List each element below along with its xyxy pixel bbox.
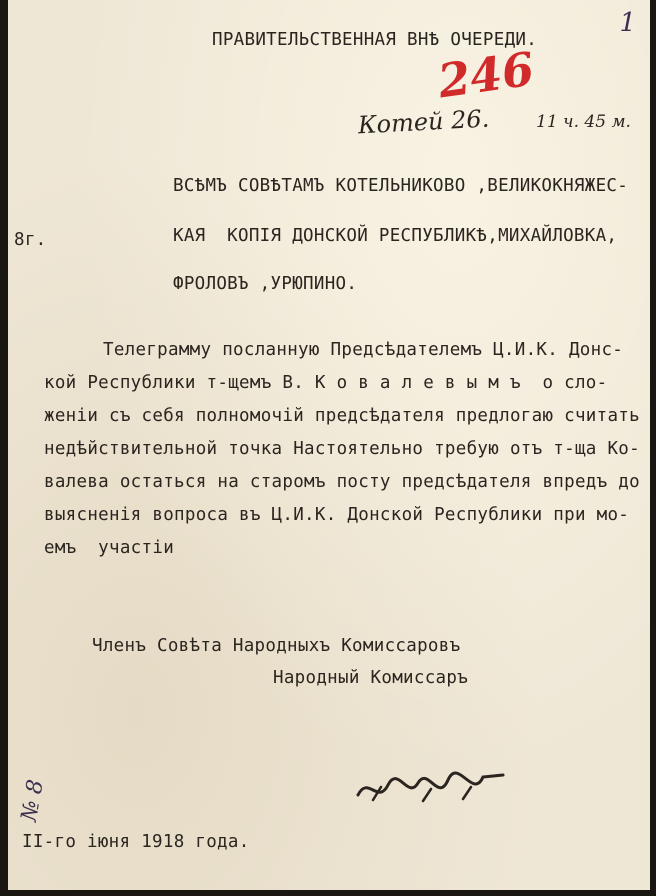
- page-number: 1: [619, 8, 636, 38]
- address-line-3: ФРОЛОВЪ ,УРЮПИНО.: [173, 274, 358, 294]
- margin-fragment: 8г.: [14, 230, 47, 250]
- document-date: II-го іюня 1918 года.: [22, 832, 250, 852]
- address-line-2: КАЯ КОПІЯ ДОНСКОЙ РЕСПУБЛИКѢ,МИХАЙЛОВКА,: [173, 226, 618, 246]
- signature-title-1: Членъ Совѣта Народныхъ Комиссаровъ: [92, 636, 461, 656]
- telegram-document: [8, 0, 650, 890]
- signature-title-2: Народный Комиссаръ: [273, 668, 469, 688]
- red-registration-number: 246: [434, 41, 538, 109]
- margin-handwritten-note: № 8: [16, 777, 49, 824]
- body-line-5: валева остаться на старомъ посту предсѣдателя впредъ до: [44, 472, 640, 492]
- handwritten-time-note: 11 ч. 45 м.: [536, 112, 631, 132]
- handwritten-note: Котей 26.: [357, 104, 490, 140]
- body-line-7: емъ участіи: [44, 538, 175, 558]
- address-line-1: ВСѢМЪ СОВѢТАМЪ КОТЕЛЬНИКОВО ,ВЕЛИКОКНЯЖЕС-: [173, 176, 629, 196]
- body-line-3: женіи съ себя полномочій предсѣдателя предлогаю считать: [44, 406, 640, 426]
- handwritten-signature: [353, 765, 513, 810]
- body-line-1: Телеграмму посланную Предсѣдателемъ Ц.И.К. Донс-: [103, 340, 624, 360]
- body-line-6: выясненія вопроса въ Ц.И.К. Донской Республики при мо-: [44, 505, 630, 525]
- priority-heading: ПРАВИТЕЛЬСТВЕННАЯ ВНѢ ОЧЕРЕДИ.: [212, 30, 538, 50]
- body-line-4: недѣйствительной точка Настоятельно требую отъ т-ща Ко-: [44, 439, 640, 459]
- body-line-2: кой Республики т-щемъ В. К о в а л е в ы м ъ о сло-: [44, 373, 608, 393]
